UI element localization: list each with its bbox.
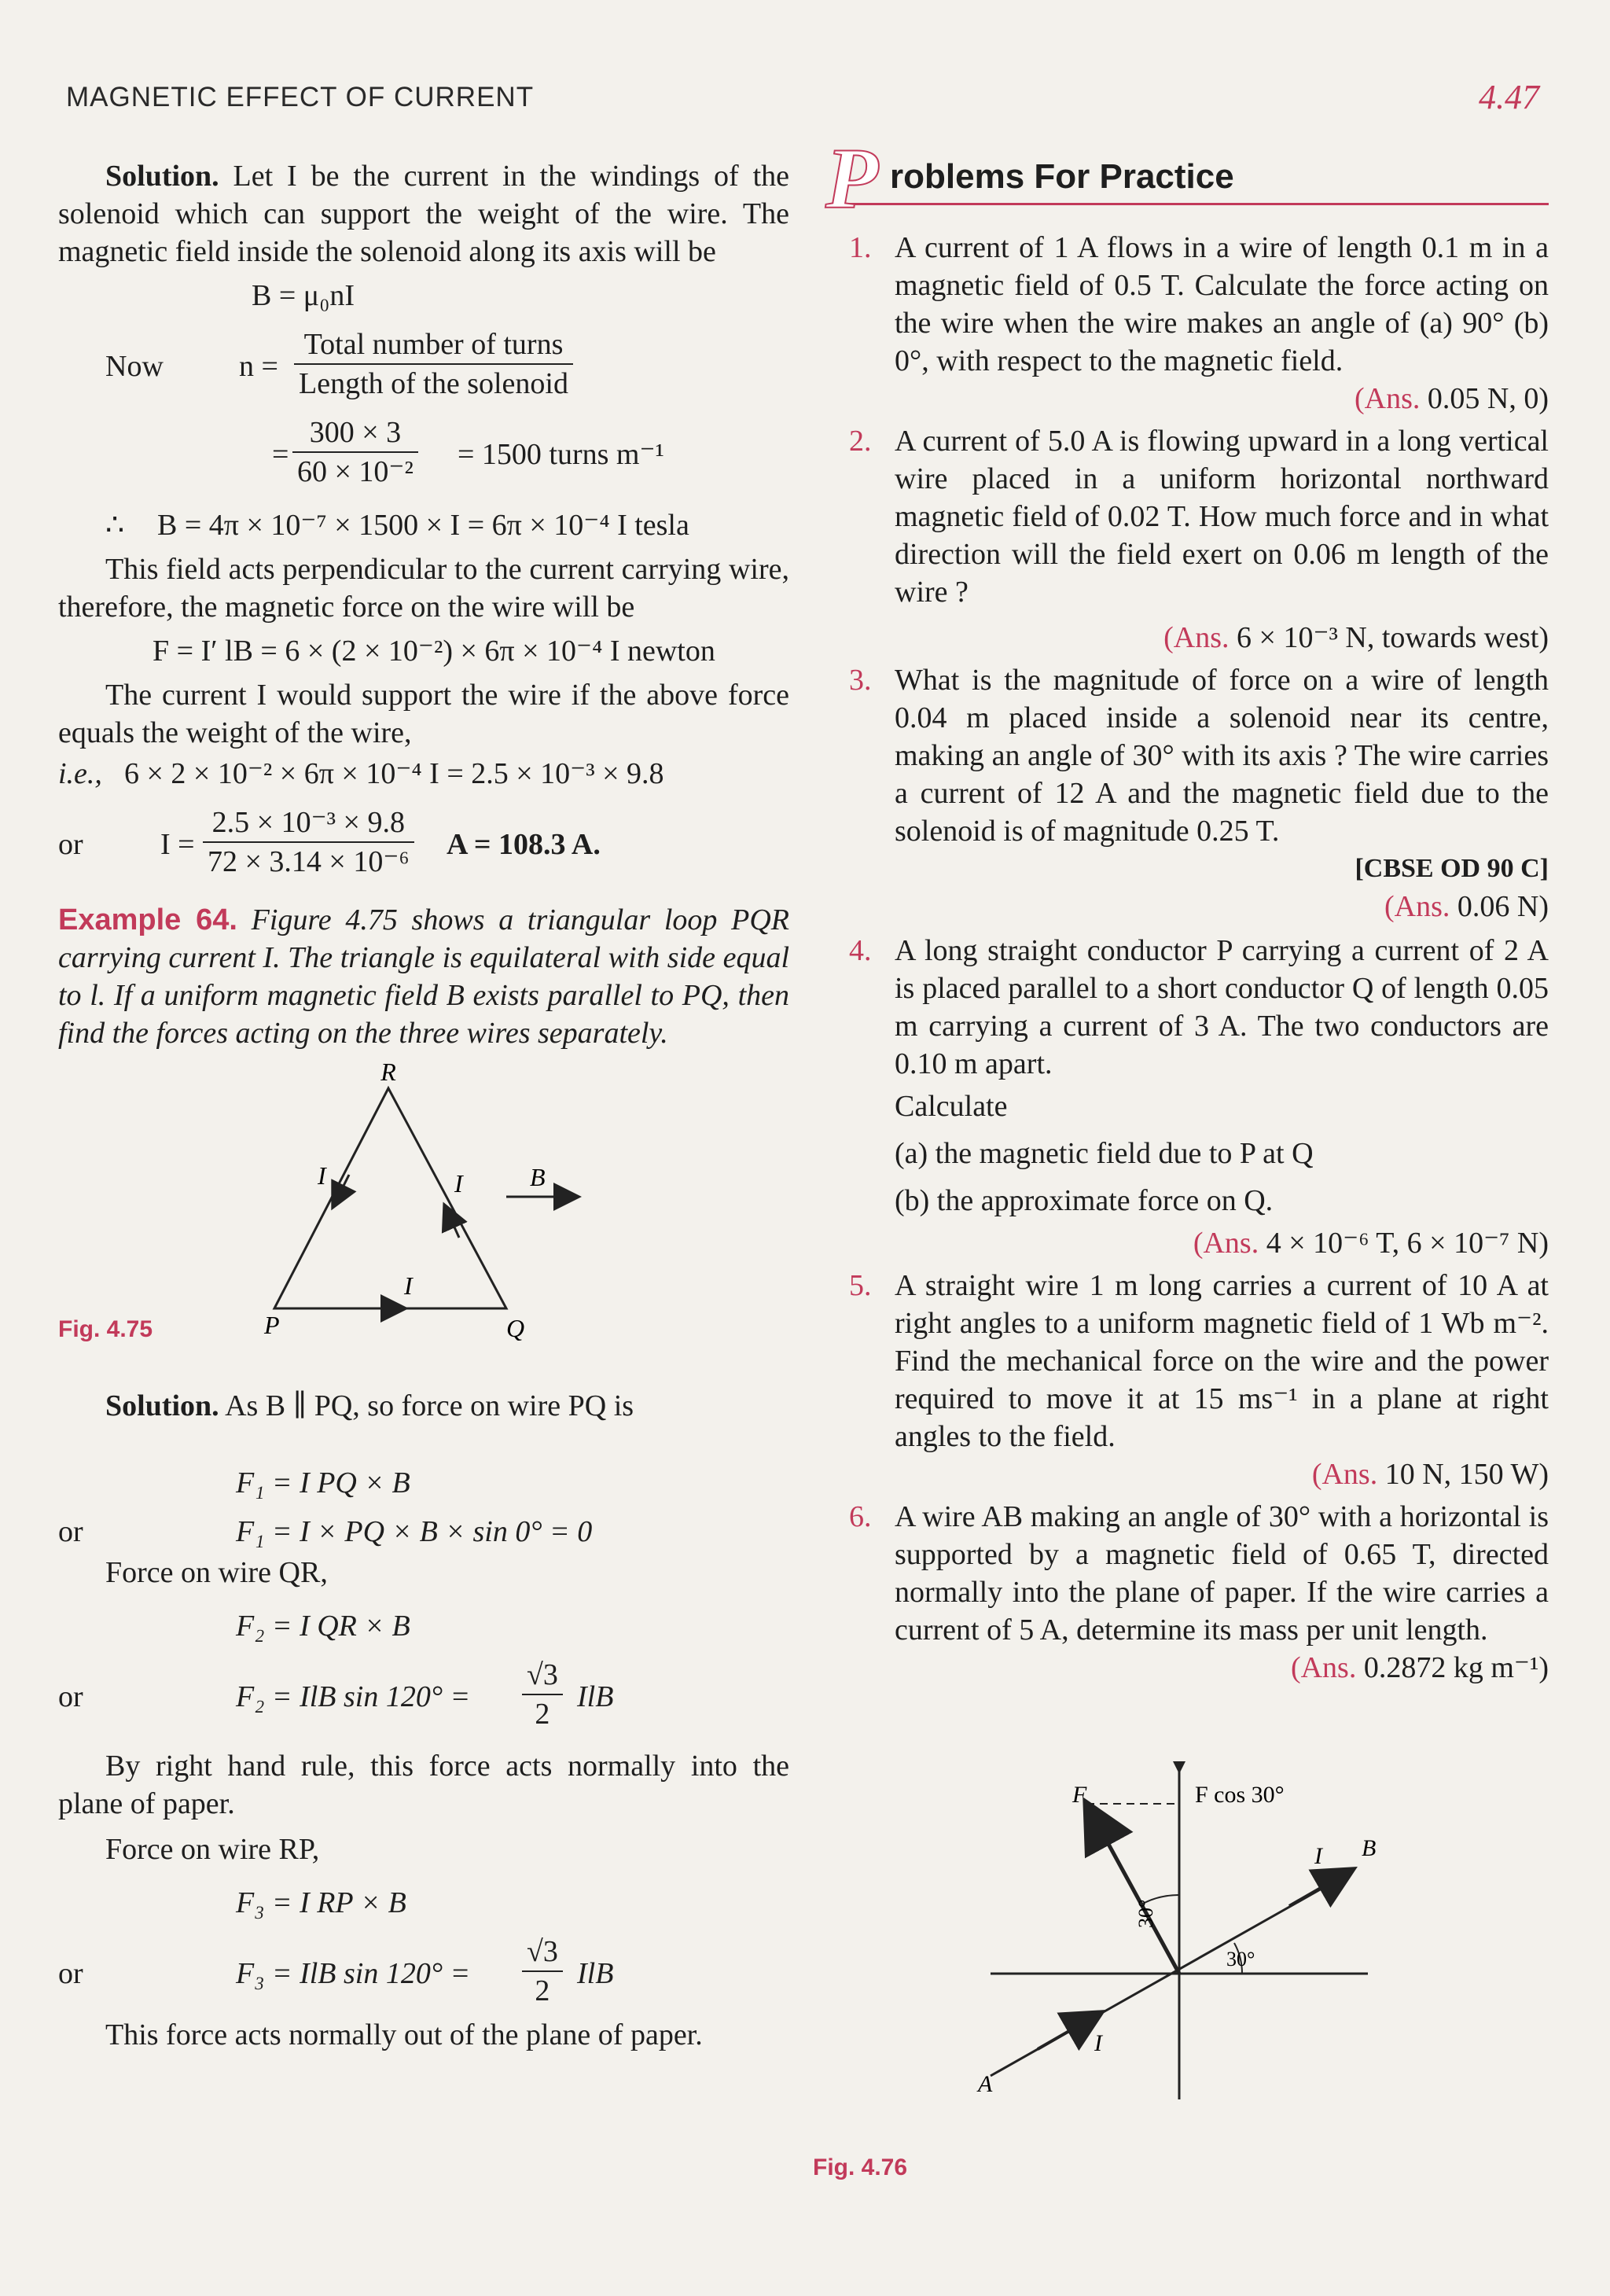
equation-F1b <box>58 1513 789 1551</box>
force-on-QR: Force on wire QR, <box>105 1556 328 1589</box>
page-number: 4.47 <box>1479 78 1539 116</box>
label-I-left: I <box>318 1161 326 1190</box>
ans-label: (Ans. <box>1290 1651 1357 1684</box>
label-I-lower: I <box>1094 2030 1102 2056</box>
IlB: IlB <box>577 1957 614 1990</box>
wire-force-diagram <box>802 1761 1549 2202</box>
label-B: B <box>530 1163 546 1191</box>
label-P: P <box>264 1311 280 1339</box>
or-label: or <box>58 828 83 861</box>
equals-sign: = <box>272 438 289 471</box>
n2-result: = 1500 turns m⁻¹ <box>458 438 664 471</box>
problem-text: A current of 5.0 A is flowing upward in a long vertical wire placed in a uniform horizontal northward magnetic field of 0.02 T. How much force and in what direction will the field exert on 0.06 m length of the wire ? <box>895 425 1549 609</box>
running-header: MAGNETIC EFFECT OF CURRENT <box>66 82 535 112</box>
equation-F2: F₂ = I QR × B <box>236 1610 410 1643</box>
equation-B: B = μ₀nI <box>252 279 355 312</box>
equation-ie <box>58 755 789 793</box>
IlB: IlB <box>577 1680 614 1713</box>
label-F: F <box>1072 1782 1087 1808</box>
n2-numerator: 300 × 3 <box>292 414 418 453</box>
ans-value: 10 N, 150 W) <box>1377 1458 1549 1491</box>
or-label: or <box>58 1680 83 1713</box>
calculate-label: Calculate <box>895 1090 1008 1123</box>
answer <box>895 380 1549 418</box>
ans-value: 0.2872 kg m⁻¹) <box>1356 1651 1549 1684</box>
triangle-loop <box>274 1088 506 1308</box>
ans-value: 0.06 N) <box>1450 890 1549 923</box>
F1b-expression: F₁ = I × PQ × B × sin 0° = 0 <box>236 1515 593 1548</box>
example-heading: Example 64. <box>58 903 237 936</box>
example-text: Figure 4.75 shows a triangular loop PQR carrying current I. The triangle is equilateral with side equal to l. If a uniform magnetic field B exists parallel to PQ, then find the forces acting on the three wires separately. <box>58 903 790 1050</box>
ans-label: (Ans. <box>1193 1227 1259 1260</box>
sqrt3: √3 <box>522 1656 563 1695</box>
now-label: Now <box>105 350 164 383</box>
I-denominator: 72 × 3.14 × 10⁻⁶ <box>208 845 410 878</box>
problem-number: 4. <box>849 934 872 967</box>
label-I-right: I <box>454 1169 463 1198</box>
problems-heading-text: roblems For Practice <box>890 157 1234 196</box>
problems-heading <box>825 131 1549 226</box>
problem-item <box>849 422 1549 657</box>
sqrt3-over-2-fraction <box>522 1656 563 1733</box>
problem-text: A wire AB making an angle of 30° with a horizontal is supported by a magnetic field of 0.65 T, directed normally into the plane of paper. If the wire carries a current of 5 A, determine its mass per unit length. <box>895 1500 1549 1647</box>
answer <box>895 888 1549 925</box>
equation-F2b <box>58 1656 789 1735</box>
force-on-RP: Force on wire RP, <box>105 1833 320 1866</box>
problem-text: What is the magnitude of force on a wire of length 0.04 m placed inside a solenoid near its centre, making an angle of 30° with its axis ? The wire carries a current of 12 A and the magnetic field due to the solenoid is of magnitude 0.25 T. <box>895 664 1549 848</box>
ie-label: i.e., <box>58 757 102 790</box>
paragraph-perpendicular: This field acts perpendicular to the current carrying wire, therefore, the magnetic force on the wire will be <box>58 553 789 624</box>
problem-item <box>849 661 1549 925</box>
B2-expression: B = 4π × 10⁻⁷ × 1500 × I = 6π × 10⁻⁴ I tesla <box>157 509 689 542</box>
equation-F3b <box>58 1933 789 2011</box>
solution-2-text: As B ∥ PQ, so force on wire PQ is <box>219 1389 634 1422</box>
equation-n2 <box>58 414 789 492</box>
solution-2-label: Solution. <box>105 1389 219 1422</box>
ans-label: (Ans. <box>1311 1458 1378 1491</box>
equation-F3: F₃ = I RP × B <box>236 1886 406 1919</box>
n-fraction <box>294 326 573 403</box>
n-numerator: Total number of turns <box>294 326 573 365</box>
triangle-diagram <box>58 1057 789 1363</box>
equation-F: F = I′ lB = 6 × (2 × 10⁻²) × 6π × 10⁻⁴ I newton <box>153 635 715 668</box>
problem-item <box>849 1498 1549 1687</box>
n-denominator: Length of the solenoid <box>299 367 568 400</box>
solution-2-intro <box>58 1387 789 1425</box>
or-label: or <box>58 1515 83 1548</box>
paragraph-out-of-plane: This force acts normally out of the plane of paper. <box>105 2018 703 2051</box>
figure-4-75 <box>58 1057 789 1363</box>
example-64 <box>58 901 789 1052</box>
sqrt3-over-2-fraction <box>522 1933 563 2010</box>
problem-number: 5. <box>849 1269 872 1302</box>
solution-label: Solution. <box>105 160 219 193</box>
answer <box>895 619 1549 657</box>
two: 2 <box>535 1698 550 1731</box>
ans-value: 0.05 N, 0) <box>1420 382 1549 415</box>
F3b-lhs: F₃ = IlB sin 120° = <box>236 1957 471 1990</box>
equation-n <box>58 326 789 404</box>
angle-label-30-horizontal: 30° <box>1226 1948 1255 1970</box>
paragraph-right-hand-rule: By right hand rule, this force acts normally into the plane of paper. <box>58 1750 789 1820</box>
answer <box>895 1224 1549 1262</box>
label-I-upper: I <box>1314 1843 1322 1869</box>
n-label: n = <box>239 350 278 383</box>
problem-number: 6. <box>849 1500 872 1533</box>
I-label: I = <box>160 828 195 861</box>
ie-expression: 6 × 2 × 10⁻² × 6π × 10⁻⁴ I = 2.5 × 10⁻³ × 9.8 <box>124 757 664 790</box>
solution-1-text: Let I be the current in the windings of the solenoid which can support the weight of the wire. The magnetic field inside the solenoid along its axis will be <box>58 160 789 268</box>
figure-caption-4-75: Fig. 4.75 <box>58 1316 153 1342</box>
problem-list <box>849 229 1549 1687</box>
left-column <box>58 157 789 2054</box>
cbse-tag: [CBSE OD 90 C] <box>1355 854 1549 883</box>
problem-number: 1. <box>849 231 872 264</box>
I-numerator: 2.5 × 10⁻³ × 9.8 <box>203 804 414 843</box>
paragraph-support: The current I would support the wire if the above force equals the weight of the wire, <box>58 679 789 749</box>
answer <box>895 1649 1549 1687</box>
problem-text: A straight wire 1 m long carries a current of 10 A at right angles to a uniform magnetic field of 1 Wb m⁻². Find the mechanical force on the wire and the power required to move it at 15 ms⁻¹ in a plane at right angles to the field. <box>895 1269 1549 1453</box>
I-fraction <box>203 804 414 881</box>
problem-number: 3. <box>849 664 872 697</box>
figure-4-76 <box>802 1761 1549 2202</box>
answer <box>895 1455 1549 1493</box>
ans-label: (Ans. <box>1355 382 1421 415</box>
label-Fcos30: F cos 30° <box>1195 1782 1285 1808</box>
problem-item <box>849 1267 1549 1493</box>
ans-label: (Ans. <box>1163 621 1230 654</box>
angle-label-30-vertical: 30° <box>1134 1899 1157 1928</box>
or-label: or <box>58 1957 83 1990</box>
two: 2 <box>535 1974 550 2007</box>
problem-text: A current of 1 A flows in a wire of length 0.1 m in a magnetic field of 0.5 T. Calculate the force acting on the wire when the wire makes an angle of (a) 90° (b) 0°, with respect to the magnetic field. <box>895 231 1549 377</box>
sub-question-a: (a) the magnetic field due to P at Q <box>895 1137 1314 1170</box>
problem-item <box>849 932 1549 1262</box>
ans-label: (Ans. <box>1384 890 1450 923</box>
ans-value: 4 × 10⁻⁶ T, 6 × 10⁻⁷ N) <box>1259 1227 1549 1260</box>
problem-item <box>849 229 1549 418</box>
F2b-lhs: F₂ = IlB sin 120° = <box>236 1680 471 1713</box>
equation-F1: F₁ = I PQ × B <box>236 1466 410 1499</box>
sub-question-b: (b) the approximate force on Q. <box>895 1184 1274 1217</box>
force-F-arrow <box>1086 1804 1179 1974</box>
equation-B2 <box>58 506 789 544</box>
ans-value: 6 × 10⁻³ N, towards west) <box>1229 621 1549 654</box>
label-B: B <box>1362 1835 1377 1861</box>
label-R: R <box>380 1058 396 1086</box>
n2-denominator: 60 × 10⁻² <box>297 455 414 488</box>
right-column <box>825 131 1549 1691</box>
problem-text: A long straight conductor P carrying a current of 2 A is placed parallel to a short conductor Q of length 0.05 m carrying a current of 3 A. The two conductors are 0.10 m apart. <box>895 934 1549 1080</box>
n2-fraction <box>292 414 418 491</box>
solution-1-intro <box>58 157 789 270</box>
sqrt3: √3 <box>522 1933 563 1972</box>
therefore-symbol: ∴ <box>105 509 125 542</box>
I-result: A = 108.3 A. <box>447 828 601 861</box>
decorative-capital-P: P <box>825 131 879 226</box>
equation-I <box>58 804 789 882</box>
problem-number: 2. <box>849 425 872 458</box>
figure-caption-4-76: Fig. 4.76 <box>813 2154 908 2180</box>
label-I-bottom: I <box>404 1271 413 1300</box>
label-Q: Q <box>506 1314 525 1342</box>
label-A: A <box>978 2071 993 2097</box>
